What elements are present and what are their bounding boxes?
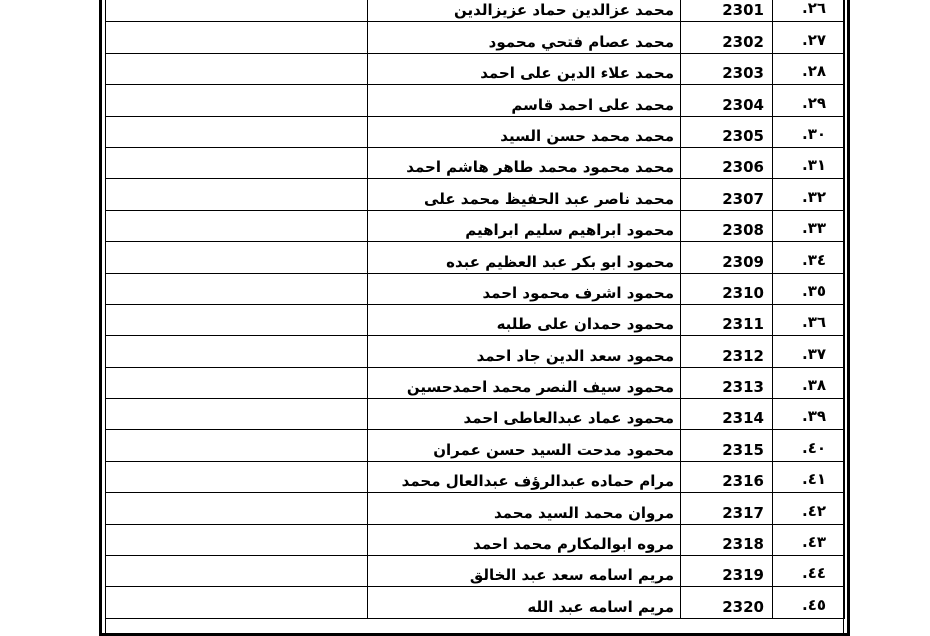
notes-cell xyxy=(106,461,368,492)
row-index-cell: ٣٢. xyxy=(773,179,845,210)
row-index-cell: ٣٧. xyxy=(773,336,845,367)
student-name-cell: مريم اسامه عبد الله xyxy=(368,587,681,618)
seat-number-cell: 2312 xyxy=(681,336,773,367)
table-row xyxy=(106,210,845,241)
row-index-cell: ٣٤. xyxy=(773,242,845,273)
seat-number-cell: 2301 xyxy=(681,0,773,22)
notes-cell xyxy=(106,22,368,53)
notes-cell xyxy=(106,179,368,210)
row-index-cell: ٢٨. xyxy=(773,53,845,84)
student-name-cell: محمود سيف النصر محمد احمدحسين xyxy=(368,367,681,398)
student-name-cell: محمود عماد عبدالعاطى احمد xyxy=(368,399,681,430)
seat-number-cell: 2306 xyxy=(681,147,773,178)
notes-cell xyxy=(106,493,368,524)
seat-number-cell: 2309 xyxy=(681,242,773,273)
notes-cell xyxy=(106,0,368,22)
student-name-cell: مروان محمد السيد محمد xyxy=(368,493,681,524)
student-name-cell: مريم اسامه سعد عبد الخالق xyxy=(368,556,681,587)
notes-cell xyxy=(106,210,368,241)
table-row xyxy=(106,242,845,273)
seat-number-cell: 2315 xyxy=(681,430,773,461)
table-row xyxy=(106,273,845,304)
table-row xyxy=(106,587,845,618)
row-index-cell: ٢٧. xyxy=(773,22,845,53)
table-row xyxy=(106,524,845,555)
table-row xyxy=(106,556,845,587)
notes-cell xyxy=(106,304,368,335)
row-index-cell: ٣٣. xyxy=(773,210,845,241)
student-name-cell: مرام حماده عبدالرؤف عبدالعال محمد xyxy=(368,461,681,492)
notes-cell xyxy=(106,242,368,273)
notes-cell xyxy=(106,85,368,116)
student-name-cell: محمد محمد حسن السيد xyxy=(368,116,681,147)
row-index-cell: ٣٥. xyxy=(773,273,845,304)
student-name-cell: محمد عصام فتحي محمود xyxy=(368,22,681,53)
seat-number-cell: 2320 xyxy=(681,587,773,618)
row-index-cell: ٣٨. xyxy=(773,367,845,398)
roster-body xyxy=(106,0,845,618)
row-index-cell: ٣١. xyxy=(773,147,845,178)
table-row xyxy=(106,430,845,461)
notes-cell xyxy=(106,147,368,178)
student-name-cell: محمود حمدان على طلبه xyxy=(368,304,681,335)
row-index-cell: ٤١. xyxy=(773,461,845,492)
table-row xyxy=(106,85,845,116)
notes-cell xyxy=(106,116,368,147)
seat-number-cell: 2317 xyxy=(681,493,773,524)
table-row xyxy=(106,367,845,398)
table-row xyxy=(106,53,845,84)
table-row xyxy=(106,493,845,524)
table-row xyxy=(106,179,845,210)
notes-cell xyxy=(106,524,368,555)
row-index-cell: ٤٢. xyxy=(773,493,845,524)
row-index-cell: ٤٣. xyxy=(773,524,845,555)
notes-cell xyxy=(106,336,368,367)
table-row xyxy=(106,0,845,22)
seat-number-cell: 2313 xyxy=(681,367,773,398)
seat-number-cell: 2302 xyxy=(681,22,773,53)
student-name-cell: محمد عزالدين حماد عزيزالدين xyxy=(368,0,681,22)
row-index-cell: ٢٦. xyxy=(773,0,845,22)
seat-number-cell: 2319 xyxy=(681,556,773,587)
seat-number-cell: 2316 xyxy=(681,461,773,492)
student-name-cell: محمود سعد الدين جاد احمد xyxy=(368,336,681,367)
notes-cell xyxy=(106,430,368,461)
student-name-cell: محمد ناصر عبد الحفيظ محمد على xyxy=(368,179,681,210)
student-name-cell: محمد محمود محمد طاهر هاشم احمد xyxy=(368,147,681,178)
row-index-cell: ٤٤. xyxy=(773,556,845,587)
student-name-cell: محمود اشرف محمود احمد xyxy=(368,273,681,304)
student-name-cell: محمود مدحت السيد حسن عمران xyxy=(368,430,681,461)
seat-number-cell: 2304 xyxy=(681,85,773,116)
table-row xyxy=(106,116,845,147)
table-row xyxy=(106,22,845,53)
notes-cell xyxy=(106,399,368,430)
row-index-cell: ٤٠. xyxy=(773,430,845,461)
seat-number-cell: 2308 xyxy=(681,210,773,241)
seat-number-cell: 2314 xyxy=(681,399,773,430)
table-row xyxy=(106,304,845,335)
row-index-cell: ٣٦. xyxy=(773,304,845,335)
notes-cell xyxy=(106,367,368,398)
seat-number-cell: 2307 xyxy=(681,179,773,210)
table-row xyxy=(106,147,845,178)
row-index-cell: ٣٩. xyxy=(773,399,845,430)
student-name-cell: محمود ابو بكر عبد العظيم عبده xyxy=(368,242,681,273)
table-row xyxy=(106,336,845,367)
table-row xyxy=(106,399,845,430)
row-index-cell: ٤٥. xyxy=(773,587,845,618)
notes-cell xyxy=(106,556,368,587)
seat-number-cell: 2318 xyxy=(681,524,773,555)
notes-cell xyxy=(106,587,368,618)
notes-cell xyxy=(106,273,368,304)
student-name-cell: محمد على احمد قاسم xyxy=(368,85,681,116)
row-index-cell: ٣٠. xyxy=(773,116,845,147)
seat-number-cell: 2305 xyxy=(681,116,773,147)
notes-cell xyxy=(106,53,368,84)
student-name-cell: مروه ابوالمكارم محمد احمد xyxy=(368,524,681,555)
student-roster-table xyxy=(105,0,845,619)
table-row xyxy=(106,461,845,492)
row-index-cell: ٢٩. xyxy=(773,85,845,116)
student-name-cell: محمد علاء الدين على احمد xyxy=(368,53,681,84)
seat-number-cell: 2310 xyxy=(681,273,773,304)
seat-number-cell: 2311 xyxy=(681,304,773,335)
student-name-cell: محمود ابراهيم سليم ابراهيم xyxy=(368,210,681,241)
seat-number-cell: 2303 xyxy=(681,53,773,84)
